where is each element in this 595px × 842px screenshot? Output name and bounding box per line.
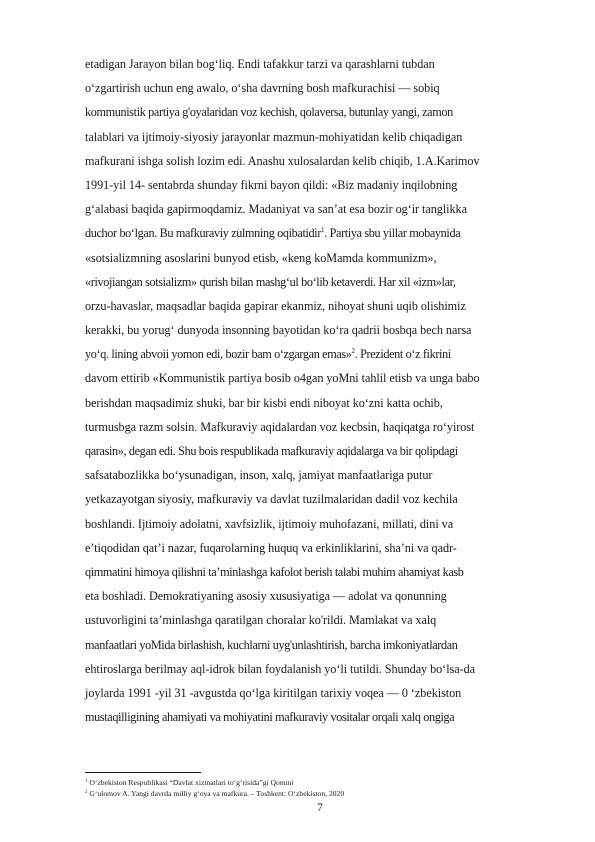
footnote-divider <box>85 772 201 773</box>
text-line: etadigan Jarayon bilan bog‘liq. Endi tafakkur tarzi va qarashlarni tubdan <box>85 57 435 71</box>
footnote-text: O‘zbekiston Respublikasi “Davlat xizmatlari to‘g‘risida”gi Qonuni <box>87 778 294 787</box>
footnote-1 <box>85 777 555 788</box>
text-line: manfaatlari yoMida birlashish, kuchlarni uyg'unlashtirish, barcha imkoniyatlardan <box>85 637 458 652</box>
footnote-ref: 1 <box>321 226 325 235</box>
text-line: eta boshladi. Demokratiyaning asosiy xususiyatiga — adolat va qonunning <box>85 589 447 604</box>
text-line: kerakki, bu yorug‘ dunyoda insonning bayotidan ko‘ra qadrii bosbqa bech narsa <box>85 323 472 338</box>
text-line: orzu-havaslar, maqsadlar baqida gapirar ekanmiz, nihoyat shuni uqib olishimiz <box>85 298 466 313</box>
text-line: talablari va ijtimoiy-siyosiy jarayonlar mazmun-mohiyatidan kelib chiqadigan <box>85 129 463 144</box>
text-line: qarasin», degan edi. Shu bois respublikada mafkuraviy aqidalarga va bir qolipdagi <box>85 444 458 458</box>
text-line: mafkurani ishga solish lozim edi. Anashu xulosalardan kelib chiqib, 1.A.Karimov <box>85 153 480 168</box>
text-line-with-footnote-ref <box>85 342 555 366</box>
footnote-mark: 1 <box>85 779 88 784</box>
text-line: boshlandi. Ijtimoiy adolatni, xavfsizlik, ijtimoiy muhofazani, millati, dini va <box>85 516 454 531</box>
footnote-2 <box>85 788 555 799</box>
text-line: berishdan maqsadimiz shuki, bar bir kisbi endi niboyat ko‘zni katta ochib, <box>85 395 443 410</box>
text-line: «rivojiangan sotsializm» qurish bilan mashg‘ul bo‘lib ketaverdi. Har xil «izm»lar, <box>85 274 456 289</box>
text-line: o‘zgartirish uchun eng awalo, o‘sha davrning bosh mafkurachisi — sobiq <box>85 81 440 96</box>
text-line: «sotsializmning asoslarini bunyod etisb, «keng koMamda kommunizm», <box>85 250 437 265</box>
text-segment: . Partiya sbu yillar mobaynida <box>324 226 461 241</box>
text-line: 1991-yil 14- sentabrda shunday fikrni bayon qildi: «Biz madaniy inqilobning <box>85 177 458 192</box>
footnote-text: G‘ulomov A. Yangi davrda milliy g‘oya va mafkura. – Toshkent: O‘zbekiston, 2020 <box>87 789 345 798</box>
text-line: yetkazayotgan siyosiy, mafkuraviy va davlat tuzilmalaridan dadil voz kechila <box>85 492 458 507</box>
text-line: e’tiqodidan qat’i nazar, fuqarolarning huquq va erkinliklarini, sha’ni va qadr- <box>85 540 457 555</box>
text-line: safsatabozlikka bo‘ysunadigan, inson, xalq, jamiyat manfaatlariga putur <box>85 468 433 483</box>
text-line: ustuvorligini ta’minlashga qaratilgan choralar ko'rildi. Mamlakat va xalq <box>85 613 437 628</box>
page-number: 7 <box>317 802 323 814</box>
body-text <box>85 52 555 729</box>
footnote-ref: 2 <box>351 347 355 356</box>
text-line: davom ettirib «Kommunistik partiya bosib o4gan yoMni tahlil etisb va unga babo <box>85 371 480 386</box>
text-line: qimmatini himoya qilishni ta’minlashga kafolot berish talabi muhim ahamiyat kasb <box>85 564 464 579</box>
text-line: turmusbga razm solsin. Mafkuraviy aqidalardan voz kecbsin, haqiqatga ro‘yirost <box>85 419 475 434</box>
text-line: mustaqilligining ahamiyati va mohiyatini mafkuraviy vositalar orqali xalq ongiga <box>85 710 455 725</box>
footnotes <box>85 777 555 799</box>
text-line: ehtiroslarga berilmay aql-idrok bilan foydalanish yo‘li tutildi. Shunday bo‘lsa-da <box>85 661 475 676</box>
footnote-mark: 2 <box>85 790 88 795</box>
text-segment: duchor bo‘lgan. Bu mafkuraviy zulmning oqibatidir <box>85 226 322 241</box>
text-segment: . Prezident o‘z fikrini <box>354 347 451 362</box>
text-line-with-footnote-ref <box>85 221 555 245</box>
text-line: kommunistik partiya g'oyalaridan voz kechish, qolaversa, butunlay yangi, zamon <box>85 105 453 120</box>
text-line: g‘alabasi baqida gapirmoqdamiz. Madaniyat va san’at esa bozir og‘ir tanglikka <box>85 202 467 217</box>
text-line: joylarda 1991 -yil 31 -avgustda qo‘lga kiritilgan tarixiy voqea — 0 ‘zbekiston <box>85 685 462 700</box>
text-segment: yo‘q. lining abvoii yomon edi, bozir bam o‘zgargan emas» <box>85 347 352 362</box>
